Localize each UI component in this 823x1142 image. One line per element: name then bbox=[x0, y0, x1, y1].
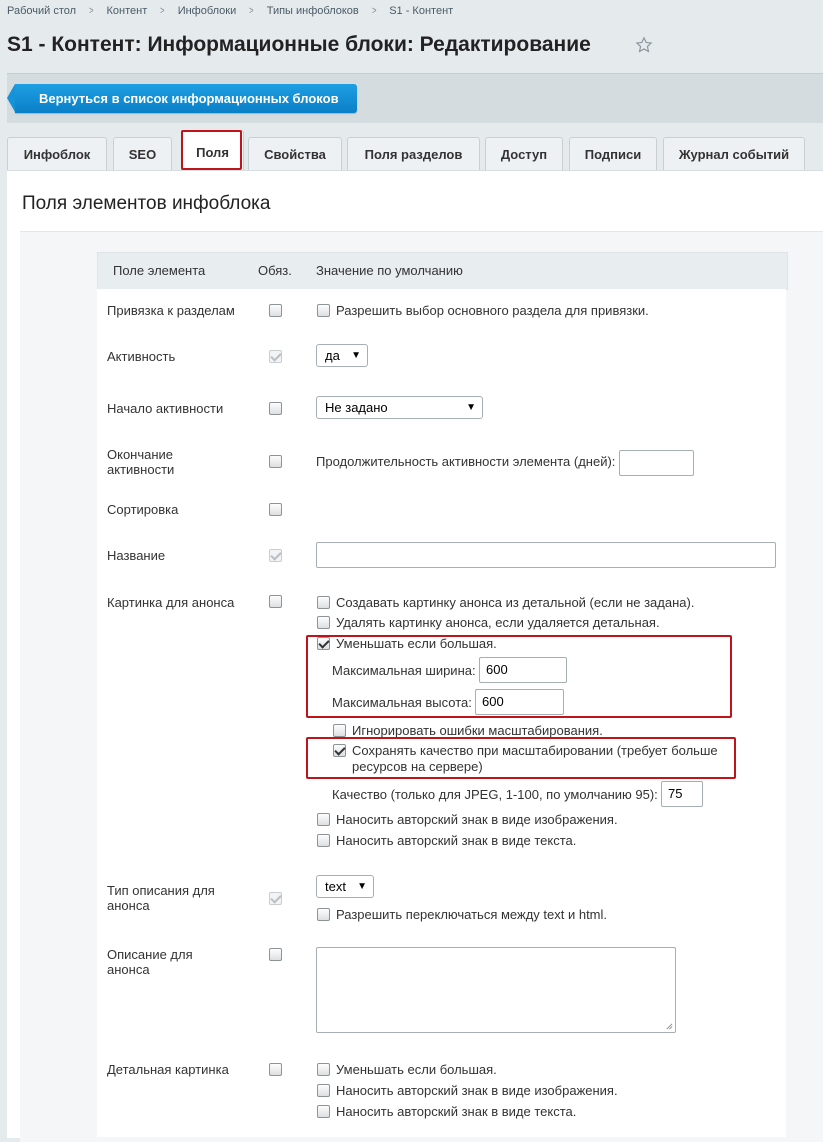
delete-with-detail-checkbox[interactable] bbox=[317, 616, 330, 629]
field-label: Описание для анонса bbox=[107, 947, 193, 977]
field-label: Активность bbox=[107, 349, 176, 364]
max-width-input[interactable]: 600 bbox=[479, 657, 567, 683]
tab-seo[interactable]: SEO bbox=[113, 137, 172, 171]
option-label: Уменьшать если большая. bbox=[336, 1062, 497, 1077]
option-label: Разрешить выбор основного раздела для привязки. bbox=[336, 303, 649, 318]
table-row bbox=[97, 934, 786, 1049]
table-row bbox=[97, 530, 786, 582]
option-label: Наносить авторский знак в виде текста. bbox=[336, 833, 577, 848]
field-label: Картинка для анонса bbox=[107, 595, 235, 610]
breadcrumb-content[interactable]: Контент bbox=[106, 5, 148, 17]
table-row bbox=[97, 860, 786, 935]
quality-label: Качество (только для JPEG, 1-100, по умолчанию 95): bbox=[332, 787, 658, 802]
breadcrumb-infoblocks[interactable]: Инфоблоки bbox=[177, 5, 237, 17]
detail-resize-checkbox[interactable] bbox=[317, 1063, 330, 1076]
tab-infoblock[interactable]: Инфоблок bbox=[7, 137, 107, 171]
quality-input[interactable]: 75 bbox=[661, 781, 703, 807]
option-label: Уменьшать если большая. bbox=[336, 636, 497, 651]
chevron-down-icon: ▼ bbox=[351, 350, 361, 361]
required-checkbox bbox=[269, 892, 282, 905]
tab-access[interactable]: Доступ bbox=[485, 137, 563, 171]
required-checkbox[interactable] bbox=[269, 304, 282, 317]
max-height-input[interactable]: 600 bbox=[475, 689, 564, 715]
star-icon[interactable] bbox=[635, 36, 653, 57]
option-label: Сохранять качество при масштабировании (требует больше bbox=[352, 743, 718, 758]
watermark-image-checkbox[interactable] bbox=[317, 813, 330, 826]
tab-captions[interactable]: Подписи bbox=[569, 137, 657, 171]
option-label: Наносить авторский знак в виде текста. bbox=[336, 1104, 577, 1119]
table-header bbox=[97, 252, 788, 290]
breadcrumb-desktop[interactable]: Рабочий стол bbox=[7, 5, 77, 17]
table-row bbox=[97, 289, 786, 331]
name-default-input[interactable] bbox=[316, 542, 776, 568]
required-checkbox[interactable] bbox=[269, 402, 282, 415]
field-label: Начало активности bbox=[107, 401, 224, 416]
create-from-detail-checkbox[interactable] bbox=[317, 596, 330, 609]
option-label: Наносить авторский знак в виде изображения. bbox=[336, 812, 618, 827]
chevron-right-icon: > bbox=[371, 5, 377, 17]
breadcrumb-current[interactable]: S1 - Контент bbox=[389, 5, 454, 17]
tab-section-fields[interactable]: Поля разделов bbox=[347, 137, 480, 171]
resize-handle-icon[interactable] bbox=[665, 1022, 673, 1030]
active-from-select[interactable]: Не задано ▼ bbox=[316, 396, 483, 419]
col-default: Значение по умолчанию bbox=[316, 263, 463, 278]
tab-fields-highlight bbox=[181, 130, 242, 170]
toolbar bbox=[7, 73, 823, 123]
keep-quality-highlight bbox=[306, 737, 736, 779]
watermark-text-checkbox[interactable] bbox=[317, 834, 330, 847]
breadcrumb-infoblock-types[interactable]: Типы инфоблоков bbox=[266, 5, 359, 17]
resize-settings-highlight bbox=[306, 635, 732, 718]
option-label: Разрешить переключаться между text и html. bbox=[336, 907, 608, 922]
field-label: Окончание активности bbox=[107, 447, 175, 477]
panel-title: Поля элементов инфоблока bbox=[22, 193, 271, 214]
max-width-label: Максимальная ширина: bbox=[332, 663, 476, 678]
tab-event-log[interactable]: Журнал событий bbox=[663, 137, 805, 171]
required-checkbox bbox=[269, 549, 282, 562]
preview-text-textarea[interactable] bbox=[316, 947, 676, 1033]
option-label: Наносить авторский знак в виде изображения. bbox=[336, 1083, 618, 1098]
required-checkbox[interactable] bbox=[269, 948, 282, 961]
active-select[interactable]: да ▼ bbox=[316, 344, 368, 367]
field-label: Детальная картинка bbox=[107, 1062, 229, 1077]
col-field: Поле элемента bbox=[113, 263, 206, 278]
field-label: Тип описания для анонса bbox=[107, 883, 215, 913]
option-label: Создавать картинку анонса из детальной (если не задана). bbox=[336, 595, 695, 610]
table-row bbox=[97, 330, 786, 383]
table-row bbox=[97, 1132, 786, 1137]
preview-text-type-select[interactable]: text ▼ bbox=[316, 875, 374, 898]
required-checkbox[interactable] bbox=[269, 595, 282, 608]
required-checkbox[interactable] bbox=[269, 1063, 282, 1076]
required-checkbox bbox=[269, 350, 282, 363]
allow-switch-checkbox[interactable] bbox=[317, 908, 330, 921]
option-label: ресурсов на сервере) bbox=[352, 759, 483, 774]
option-label: Игнорировать ошибки масштабирования. bbox=[352, 723, 603, 738]
table-row bbox=[97, 382, 786, 435]
table-row bbox=[97, 489, 786, 531]
required-checkbox[interactable] bbox=[269, 455, 282, 468]
table-row bbox=[97, 1048, 786, 1133]
detail-watermark-text-checkbox[interactable] bbox=[317, 1105, 330, 1118]
chevron-down-icon: ▼ bbox=[357, 881, 367, 892]
field-label: Привязка к разделам bbox=[107, 303, 235, 318]
table-row bbox=[97, 581, 786, 861]
back-to-list-button[interactable]: Вернуться в список информационных блоков bbox=[15, 84, 357, 113]
page-title: S1 - Контент: Информационные блоки: Редактирование bbox=[7, 33, 591, 56]
tab-properties[interactable]: Свойства bbox=[248, 137, 342, 171]
required-checkbox[interactable] bbox=[269, 503, 282, 516]
table-row bbox=[97, 434, 786, 490]
active-duration-input[interactable] bbox=[619, 450, 694, 476]
ignore-errors-checkbox[interactable] bbox=[333, 724, 346, 737]
detail-watermark-image-checkbox[interactable] bbox=[317, 1084, 330, 1097]
max-height-label: Максимальная высота: bbox=[332, 695, 472, 710]
option-label: Удалять картинку анонса, если удаляется детальная. bbox=[336, 615, 660, 630]
field-label: Название bbox=[107, 548, 166, 563]
chevron-right-icon: > bbox=[249, 5, 254, 17]
allow-main-section-checkbox[interactable] bbox=[317, 304, 330, 317]
field-label: Сортировка bbox=[107, 502, 179, 517]
chevron-right-icon: > bbox=[89, 5, 94, 17]
option-label: Продолжительность активности элемента (дней): bbox=[316, 454, 616, 469]
chevron-down-icon: ▼ bbox=[466, 402, 476, 413]
breadcrumb bbox=[7, 5, 453, 17]
col-required: Обяз. bbox=[258, 263, 292, 278]
tab-fields[interactable]: Поля bbox=[181, 130, 244, 171]
chevron-right-icon: > bbox=[160, 5, 165, 17]
